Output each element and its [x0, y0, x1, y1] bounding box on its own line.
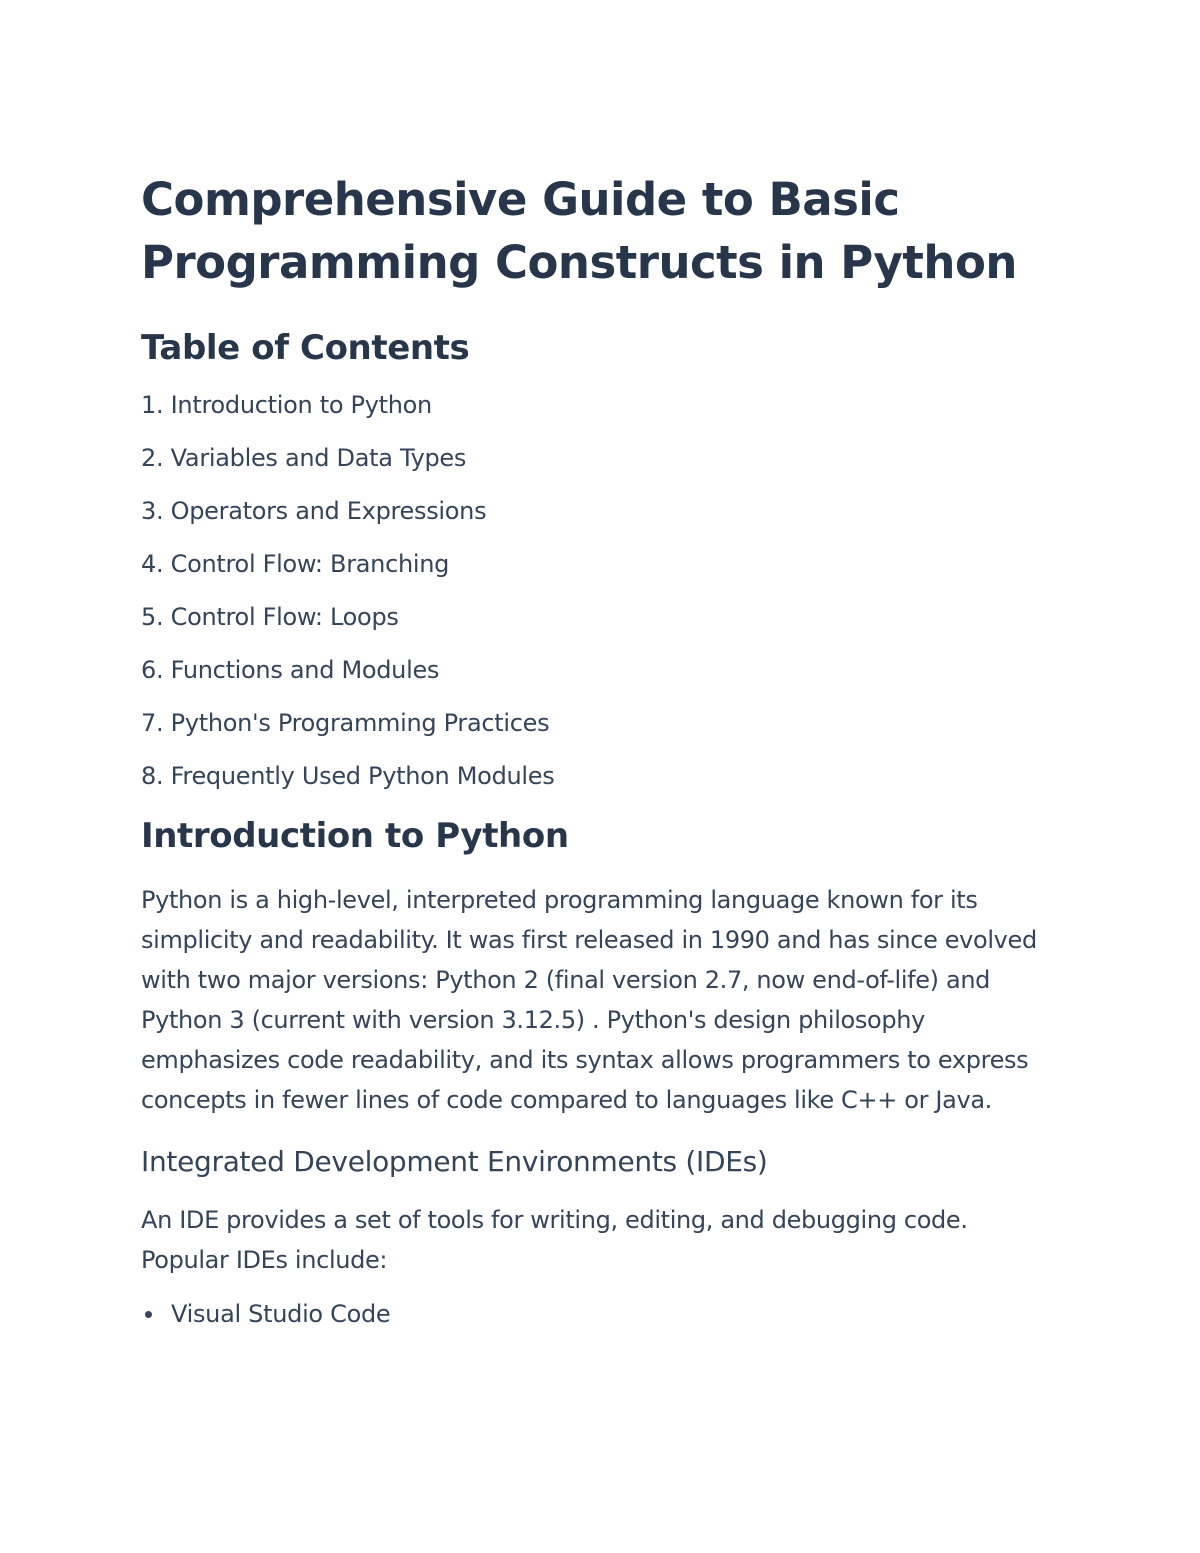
- toc-item-number: 3.: [141, 497, 164, 525]
- toc-item-label: Introduction to Python: [170, 391, 432, 419]
- toc-item-number: 7.: [141, 709, 164, 737]
- intro-paragraph: Python is a high-level, interpreted programming language known for its simplicity and readability. It was first released in 1990 and has since evolved with two major versions: Python 2 (final version 2.7, now end-of-life) and Python 3 (current with version 3.12.5) . Python's design philosophy emphasizes code readability, and its syntax allows programmers to express concepts in fewer lines of code compared to languages like C++ or Java.: [141, 886, 1037, 1114]
- toc-item-label: Control Flow: Branching: [170, 550, 450, 578]
- toc-item-loops[interactable]: [141, 602, 1061, 632]
- section-heading-introduction: Introduction to Python: [141, 816, 569, 856]
- toc-item-variables[interactable]: [141, 443, 1061, 473]
- title-line-1: Comprehensive Guide to Basic: [141, 173, 900, 226]
- toc-item-number: 8.: [141, 762, 164, 790]
- ide-paragraph: An IDE provides a set of tools for writing, editing, and debugging code. Popular IDEs include:: [141, 1206, 968, 1274]
- toc-item-number: 1.: [141, 391, 164, 419]
- toc-item-label: Variables and Data Types: [170, 444, 467, 472]
- toc-item-operators[interactable]: [141, 496, 1061, 526]
- bullet-dot-icon: [145, 1311, 152, 1318]
- toc-item-number: 2.: [141, 444, 164, 472]
- toc-item-label: Control Flow: Loops: [170, 603, 399, 631]
- document-title: [141, 168, 1061, 294]
- toc-item-branching[interactable]: [141, 549, 1061, 579]
- toc-item-number: 6.: [141, 656, 164, 684]
- list-item: [141, 1294, 1061, 1334]
- toc-item-introduction[interactable]: [141, 390, 1061, 420]
- table-of-contents: [141, 390, 1061, 791]
- toc-item-label: Operators and Expressions: [170, 497, 487, 525]
- toc-item-label: Python's Programming Practices: [170, 709, 550, 737]
- toc-item-label: Frequently Used Python Modules: [170, 762, 555, 790]
- list-item-label: Visual Studio Code: [171, 1300, 391, 1328]
- toc-heading: Table of Contents: [141, 328, 470, 368]
- toc-item-functions[interactable]: [141, 655, 1061, 685]
- title-line-2: Programming Constructs in Python: [141, 236, 1017, 289]
- subsection-heading-ides: Integrated Development Environments (IDEs): [141, 1145, 768, 1178]
- document-page: [141, 168, 1061, 1334]
- ide-list: [141, 1294, 1061, 1334]
- toc-item-number: 5.: [141, 603, 164, 631]
- toc-item-number: 4.: [141, 550, 164, 578]
- toc-item-label: Functions and Modules: [170, 656, 440, 684]
- toc-item-modules[interactable]: [141, 761, 1061, 791]
- toc-item-practices[interactable]: [141, 708, 1061, 738]
